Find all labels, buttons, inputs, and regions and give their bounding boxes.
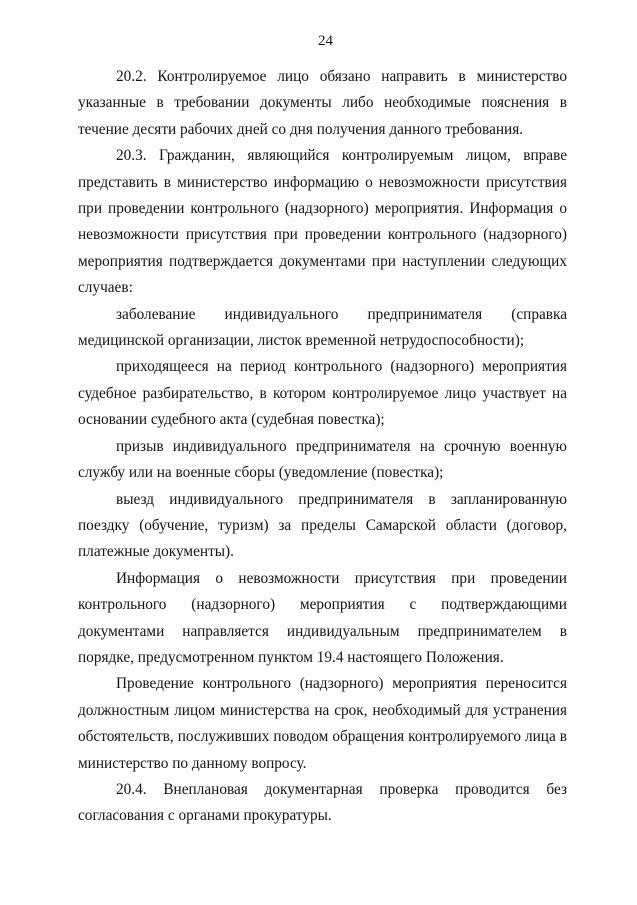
case-planned-trip: выезд индивидуального предпринимателя в запланированную поездку (обучение, туризм) за пределы Самарской области (договор, платежные документы). [78, 490, 567, 561]
paragraph-20-3: 20.3. Гражданин, являющийся контролируемым лицом, вправе представить в министерство информацию о невозможности присутствия при проведении контрольного (надзорного) мероприятия. Информация о невозможности присутствия при проведении контрольного (надзорного) мероприятия подтверждается документами при наступлении следующих случаев: [78, 147, 567, 297]
paragraph-event-postponement: Проведение контрольного (надзорного) мероприятия переносится должностным лицом министерства на срок, необходимый для устранения обстоятельств, послуживших поводом обращения контролируемого лица в министерство по данному вопросу. [78, 675, 567, 772]
paragraph-20-2: 20.2. Контролируемое лицо обязано направить в министерство указанные в требовании документы либо необходимые пояснения в течение десяти рабочих дней со дня получения данного требования. [78, 68, 567, 138]
page-number: 24 [318, 33, 333, 49]
paragraph-information-submission: Информация о невозможности присутствия при проведении контрольного (надзорного) мероприятия с подтверждающими документами направляется индивидуальным предпринимателем в порядке, предусмотренном пунктом 19.4 настоящего Положения. [78, 569, 567, 666]
case-court-proceedings: приходящееся на период контрольного (надзорного) мероприятия судебное разбирательство, в котором контролируемое лицо участвует на основании судебного акта (судебная повестка); [78, 358, 567, 429]
case-illness: заболевание индивидуального предпринимателя (справка медицинской организации, листок временной нетрудоспособности); [78, 305, 567, 350]
document-body [78, 64, 567, 830]
case-military-service: призыв индивидуального предпринимателя на срочную военную службу или на военные сборы (уведомление (повестка); [78, 437, 567, 482]
paragraph-20-4: 20.4. Внеплановая документарная проверка проводится без согласования с органами прокуратуры. [78, 780, 567, 825]
